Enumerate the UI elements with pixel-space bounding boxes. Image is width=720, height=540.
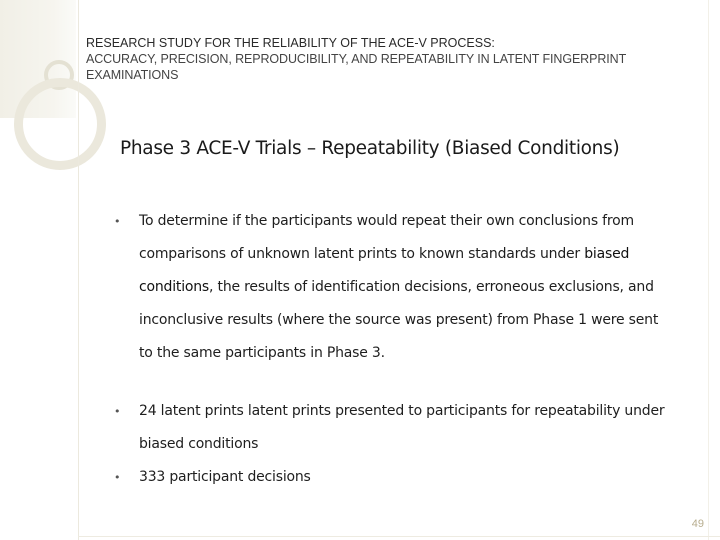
page-number: 49 (691, 518, 704, 530)
slide-header (86, 35, 706, 83)
bullet-item (110, 205, 670, 370)
bullet-text: 24 latent prints latent prints presented to participants for repeatability under biased conditions (139, 403, 665, 452)
decorative-vertical-line (78, 0, 79, 540)
header-subtitle-line2: EXAMINATIONS (86, 68, 179, 82)
bullet-marker-icon: • (114, 215, 121, 228)
decorative-right-line (708, 0, 709, 540)
header-subtitle-line1: ACCURACY, PRECISION, REPRODUCIBILITY, AND REPEATABILITY IN LATENT FINGERPRINT (86, 52, 627, 66)
bullet-item (110, 461, 670, 494)
bullet-marker-icon: • (114, 471, 121, 484)
bullet-item (110, 395, 670, 461)
header-title: RESEARCH STUDY FOR THE RELIABILITY OF THE ACE-V PROCESS: (86, 36, 495, 50)
slide-title: Phase 3 ACE-V Trials – Repeatability (Biased Conditions) (120, 138, 620, 159)
bullet-list (110, 205, 670, 494)
bullet-text: 333 participant decisions (139, 469, 311, 485)
bullet-text-cont: , the results of identification decisions, erroneous exclusions, and inconclusive results (where the source was present) from Phase 1 were sent to the same participants in Phase 3. (139, 279, 659, 361)
bullet-spacer (110, 370, 670, 395)
decorative-circle-large (14, 78, 106, 170)
bullet-text: To determine if the participants would repeat their own conclusions from comparisons of unknown latent prints to known standards under (139, 213, 634, 262)
decorative-bottom-line (78, 536, 720, 537)
bullet-marker-icon: • (114, 405, 121, 418)
bullet-emphasis: biased conditions (139, 246, 630, 295)
